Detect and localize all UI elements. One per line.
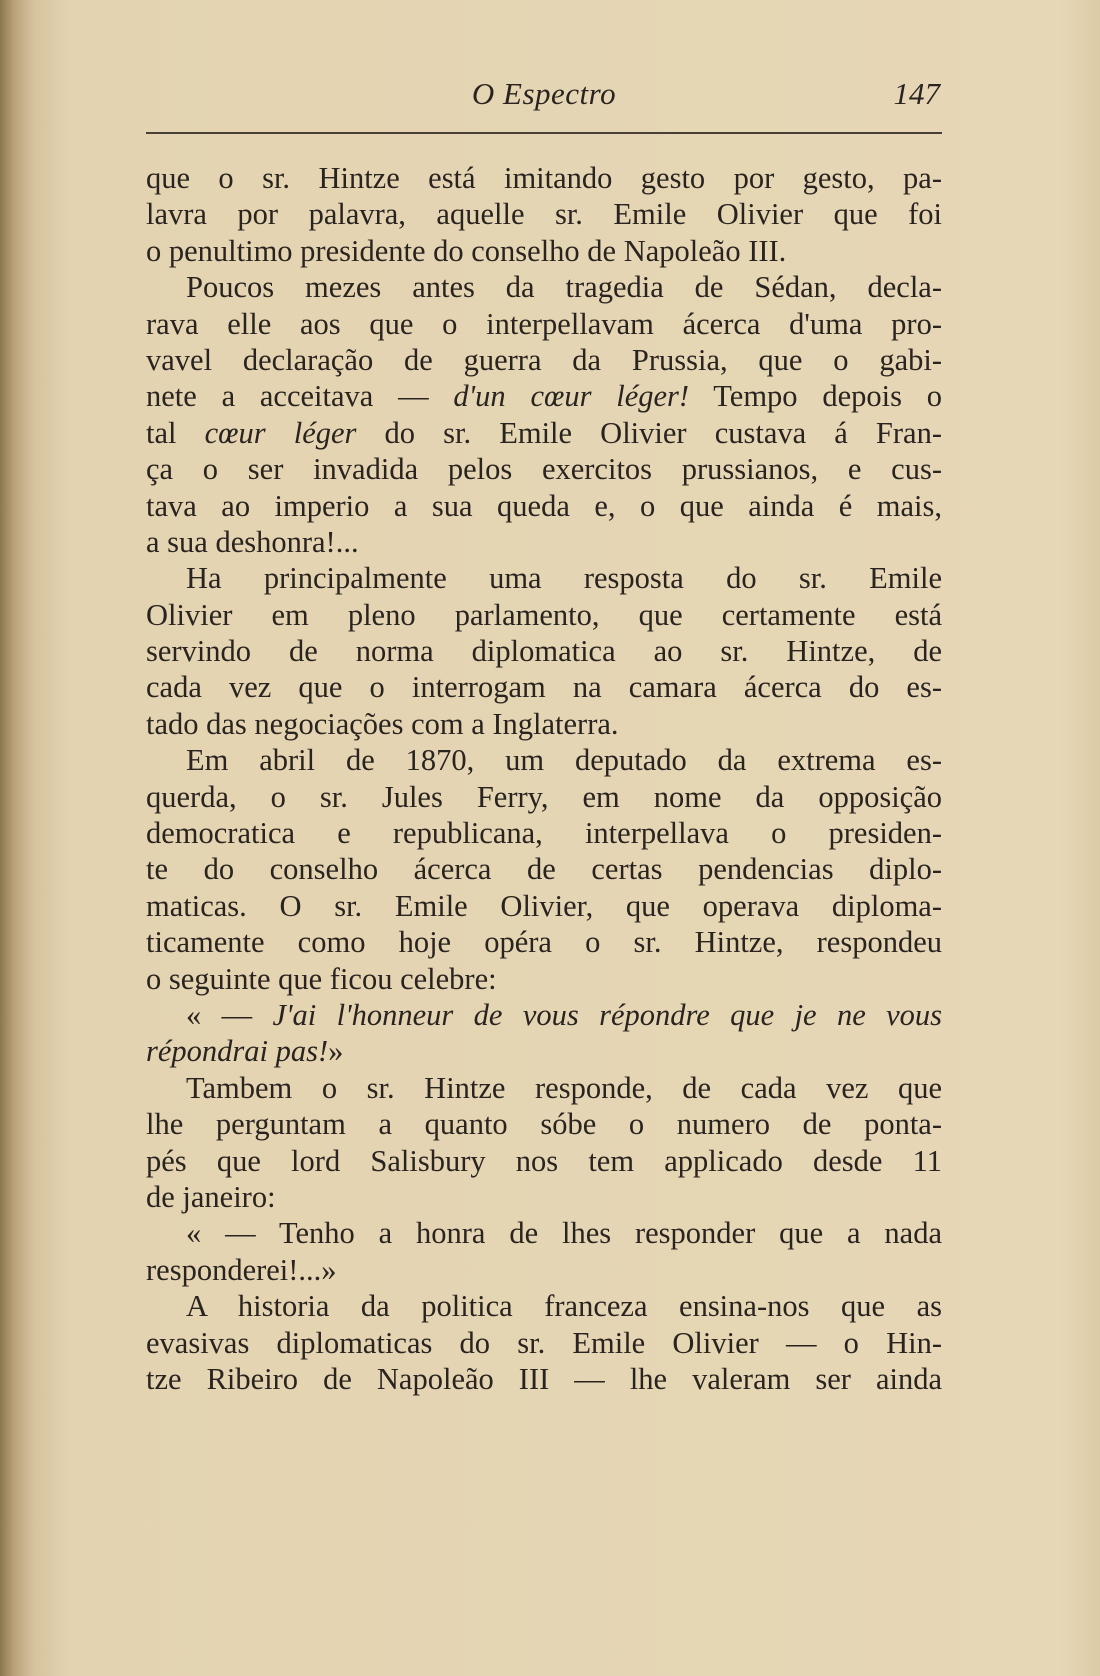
text-line xyxy=(146,196,942,232)
italic-segment: cœur léger xyxy=(204,415,357,450)
text-segment: Tambem o sr. Hintze responde, de cada vez que xyxy=(186,1070,942,1105)
text-segment: democratica e republicana, interpellava o presiden- xyxy=(146,816,942,851)
text-line xyxy=(146,1252,942,1288)
text-segment: A historia da politica franceza ensina-nos que as xyxy=(186,1289,942,1324)
text-segment: de janeiro: xyxy=(146,1179,276,1214)
page-header xyxy=(146,76,942,116)
text-segment: lavra por palavra, aquelle sr. Emile Olivier que foi xyxy=(146,197,942,232)
text-segment: o penultimo presidente do conselho de Napoleão III. xyxy=(146,233,787,268)
text-segment: Poucos mezes antes da tragedia de Sédan, decla- xyxy=(186,270,942,305)
text-line xyxy=(146,669,942,705)
text-line xyxy=(146,961,942,997)
text-segment: ça o ser invadida pelos exercitos prussianos, e cus- xyxy=(146,452,942,487)
text-line xyxy=(146,1179,942,1215)
text-line xyxy=(146,706,942,742)
running-title: O Espectro xyxy=(471,76,617,111)
text-segment: nete a acceitava — xyxy=(146,379,454,414)
text-segment: do sr. Emile Olivier custava á Fran- xyxy=(356,415,942,450)
text-line xyxy=(146,451,942,487)
text-line xyxy=(146,233,942,269)
body-text xyxy=(146,160,942,1397)
text-segment: querda, o sr. Jules Ferry, em nome da opposição xyxy=(146,779,942,814)
text-line xyxy=(146,560,942,596)
text-segment: tal xyxy=(146,415,205,450)
text-line xyxy=(146,269,942,305)
text-segment: tava ao imperio a sua queda e, o que ainda é mais, xyxy=(146,488,942,523)
text-segment: responderei!...» xyxy=(146,1252,337,1287)
text-segment: te do conselho ácerca de certas pendencias diplo- xyxy=(146,852,942,887)
text-segment: cada vez que o interrogam na camara ácerca do es- xyxy=(146,670,942,705)
text-segment: que o sr. Hintze está imitando gesto por gesto, pa- xyxy=(146,161,942,195)
text-line xyxy=(146,378,942,414)
text-segment: rava elle aos que o interpellavam ácerca d'uma pro- xyxy=(146,306,942,341)
text-segment: tze Ribeiro de Napoleão III — lhe valeram ser ainda xyxy=(146,1361,942,1396)
text-line xyxy=(146,488,942,524)
text-segment: Olivier em pleno parlamento, que certamente está xyxy=(146,597,942,632)
text-line xyxy=(146,306,942,342)
text-line xyxy=(146,1215,942,1251)
text-line xyxy=(146,1143,942,1179)
text-segment: « — xyxy=(186,997,273,1032)
text-segment: tado das negociações com a Inglaterra. xyxy=(146,706,619,741)
text-line xyxy=(146,1288,942,1324)
text-segment: maticas. O sr. Emile Olivier, que operava diploma- xyxy=(146,888,942,923)
header-rule xyxy=(146,132,942,134)
text-line xyxy=(146,524,942,560)
text-line xyxy=(146,1070,942,1106)
text-segment: Tempo depois o xyxy=(689,379,942,414)
text-segment: Ha principalmente uma resposta do sr. Emile xyxy=(186,561,942,596)
text-line xyxy=(146,851,942,887)
text-line xyxy=(146,779,942,815)
text-line xyxy=(146,1325,942,1361)
text-line xyxy=(146,1106,942,1142)
text-line xyxy=(146,997,942,1033)
text-line xyxy=(146,742,942,778)
text-line xyxy=(146,815,942,851)
text-line xyxy=(146,633,942,669)
italic-segment: d'un cœur léger! xyxy=(453,379,690,414)
text-segment: ticamente como hoje opéra o sr. Hintze, respondeu xyxy=(146,925,942,960)
text-segment: servindo de norma diplomatica ao sr. Hintze, de xyxy=(146,634,942,669)
text-line xyxy=(146,924,942,960)
text-segment: pés que lord Salisbury nos tem applicado desde 11 xyxy=(146,1143,942,1178)
text-segment: a sua deshonra!... xyxy=(146,524,359,559)
text-line xyxy=(146,888,942,924)
italic-segment: J'ai l'honneur de vous répondre que je ne vous xyxy=(272,997,943,1032)
text-segment: evasivas diplomaticas do sr. Emile Olivier — o Hin- xyxy=(146,1325,942,1360)
text-line xyxy=(146,1033,942,1069)
text-segment: lhe perguntam a quanto sóbe o numero de ponta- xyxy=(146,1107,942,1142)
text-line xyxy=(146,597,942,633)
text-segment: vavel declaração de guerra da Prussia, que o gabi- xyxy=(146,342,942,377)
italic-segment: répondrai pas! xyxy=(146,1034,329,1069)
text-segment: » xyxy=(328,1034,344,1069)
page-number: 147 xyxy=(893,76,940,111)
text-line xyxy=(146,160,942,196)
text-line xyxy=(146,342,942,378)
text-line xyxy=(146,1361,942,1397)
text-segment: « — Tenho a honra de lhes responder que a nada xyxy=(186,1216,942,1251)
text-segment: Em abril de 1870, um deputado da extrema es- xyxy=(186,743,942,778)
text-segment: o seguinte que ficou celebre: xyxy=(146,961,497,996)
text-line xyxy=(146,415,942,451)
